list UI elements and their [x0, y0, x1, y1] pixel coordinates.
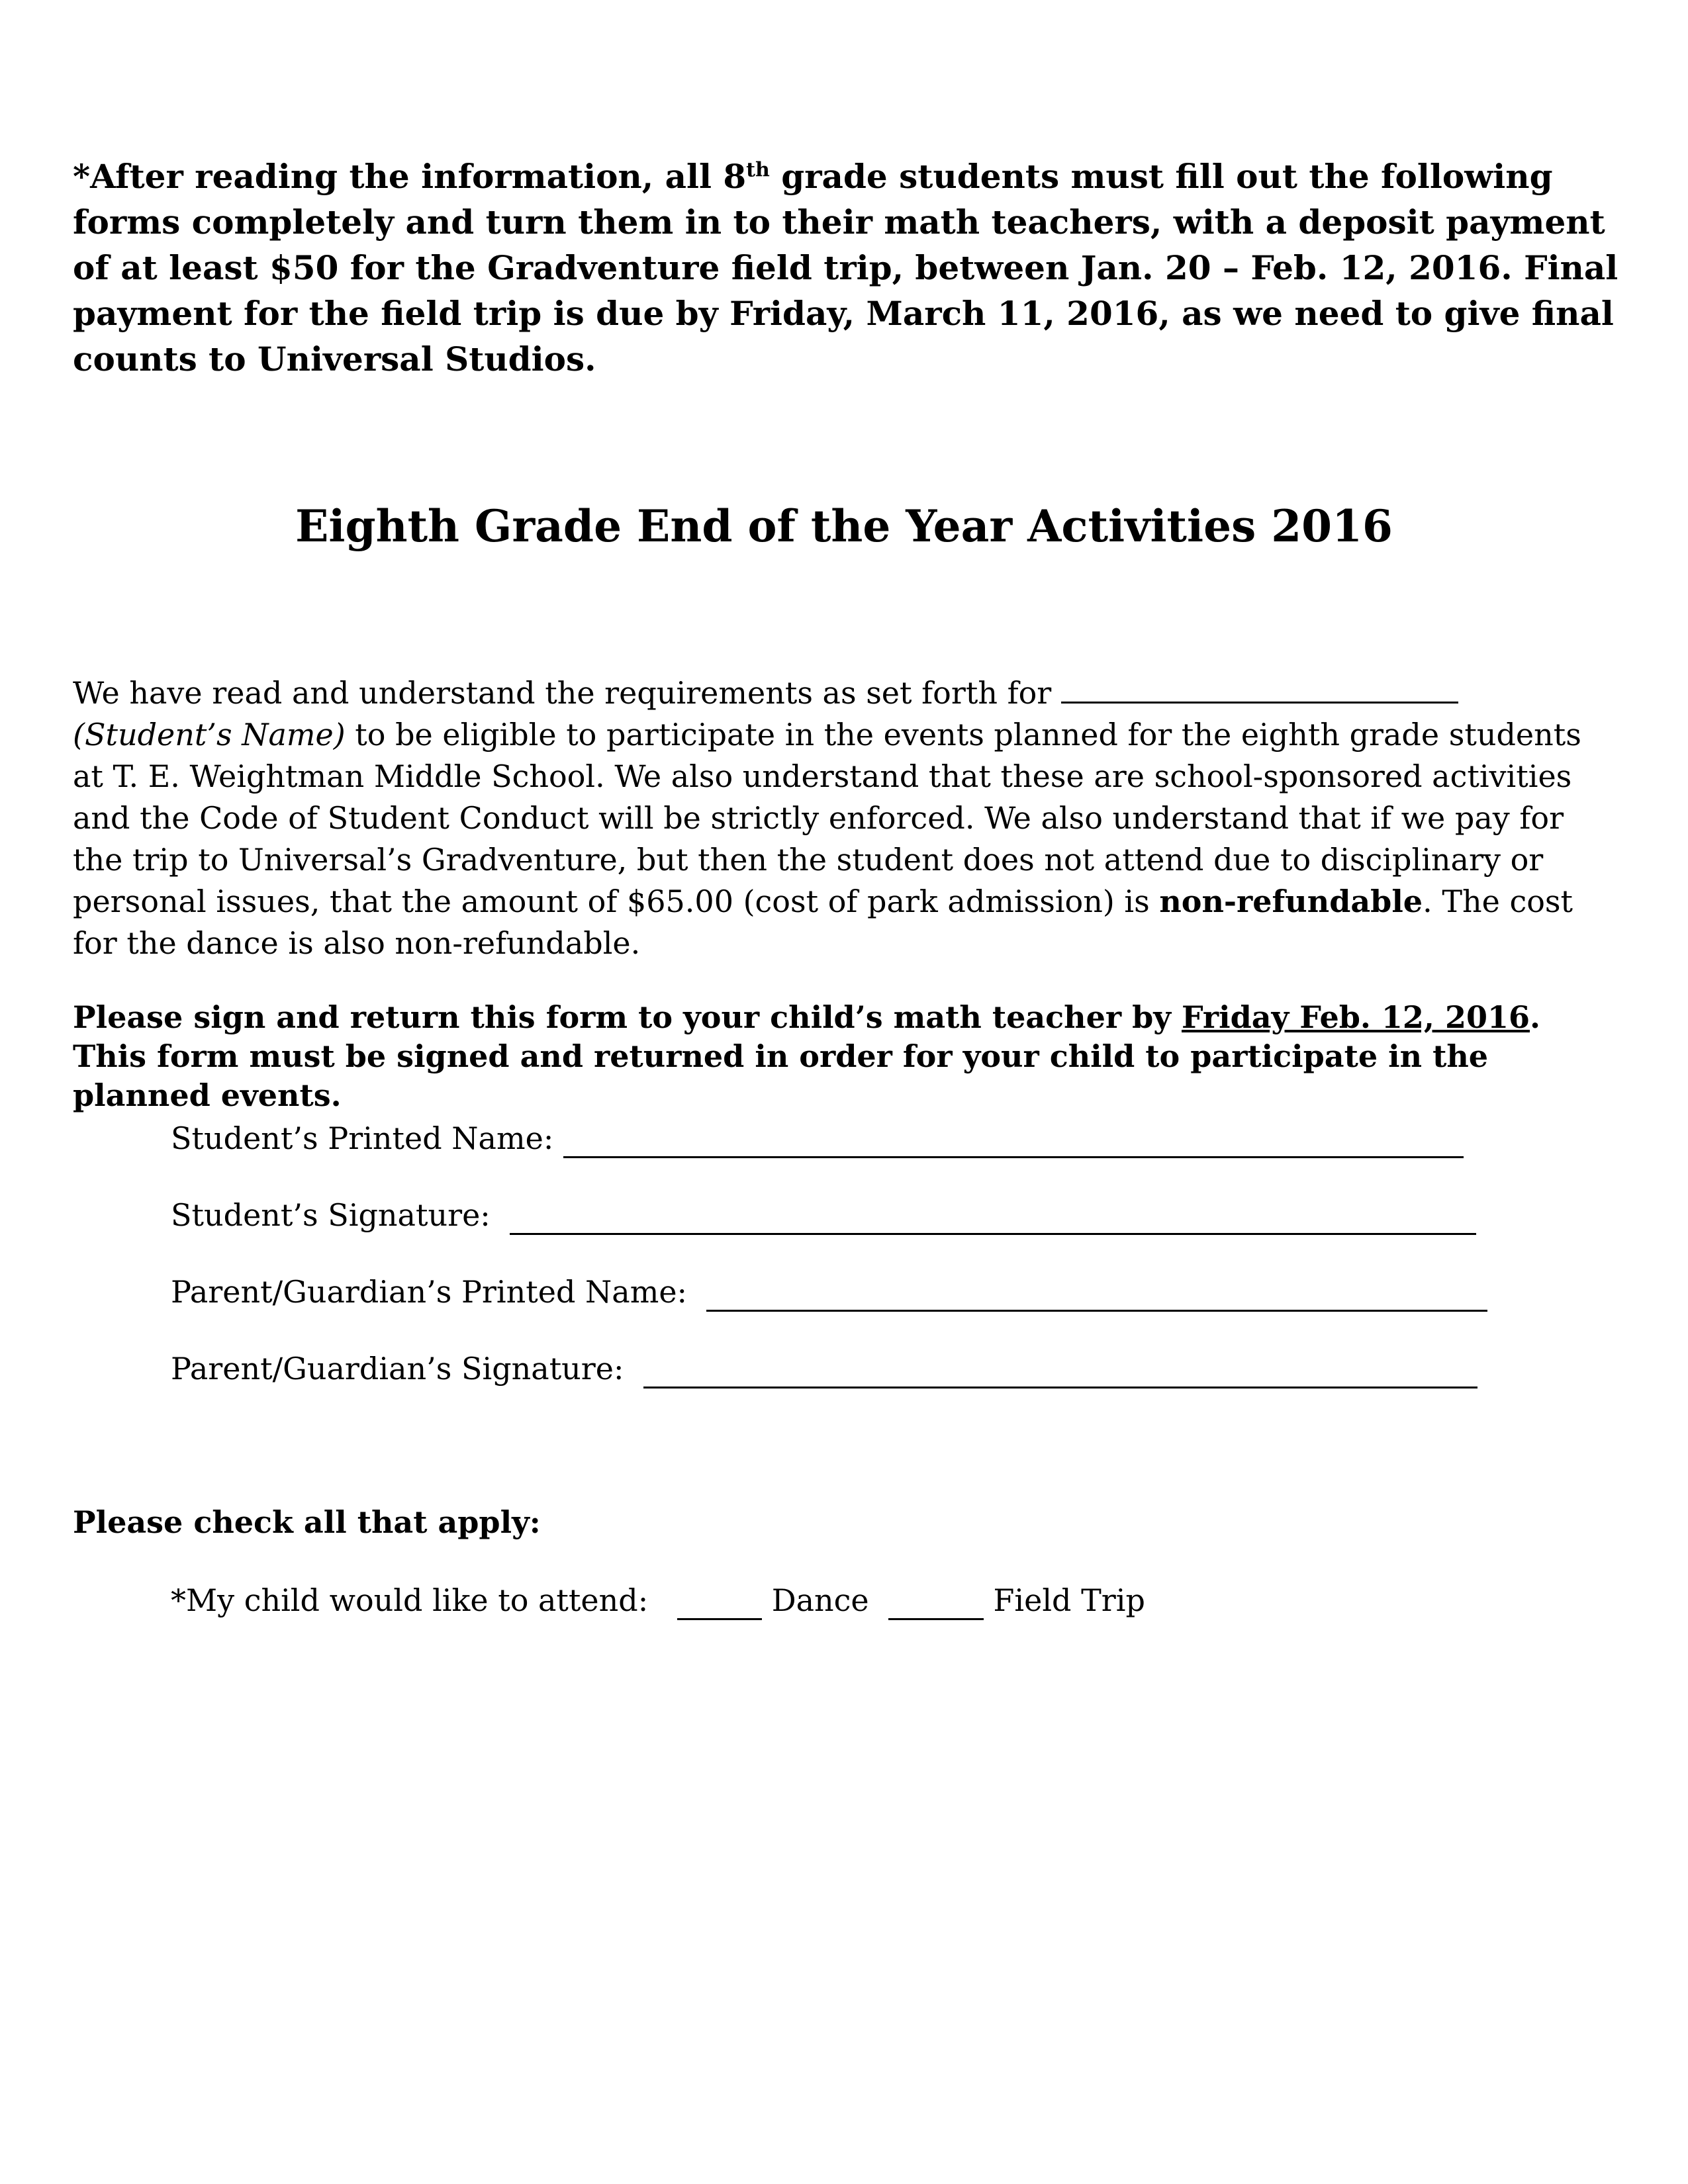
student-name-blank[interactable]: [1061, 675, 1458, 704]
non-refundable-term: non-refundable: [1159, 884, 1423, 919]
deposit-notice: [73, 154, 1622, 382]
field-trip-check-blank[interactable]: [888, 1589, 984, 1620]
student-signature-field[interactable]: [510, 1204, 1476, 1235]
student-signature-label: Student’s Signature:: [171, 1197, 510, 1233]
parent-printed-name-field[interactable]: [706, 1281, 1487, 1312]
student-printed-name-row: [171, 1118, 1464, 1158]
checklist-heading: Please check all that apply:: [73, 1504, 541, 1540]
parent-printed-name-label: Parent/Guardian’s Printed Name:: [171, 1274, 707, 1310]
agreement-text-start: We have read and understand the requirements as set forth for: [73, 675, 1061, 711]
page-title: Eighth Grade End of the Year Activities 2016: [295, 500, 1393, 552]
parent-signature-field[interactable]: [643, 1357, 1477, 1388]
sign-and-return-note: [73, 998, 1622, 1115]
sign-note-text-start: Please sign and return this form to your child’s math teacher by: [73, 999, 1182, 1035]
attendance-choice-row: [171, 1580, 1145, 1620]
notice-text-end: grade students must fill out the following forms completely and turn them in to their math teachers, with a deposit payment of at least $50 for the Gradventure field trip, between Jan. 20 – Feb. 12, 2016. Final payment for the field trip is due by Friday, March 11, 2016, as we need to give final counts to Universal Studios.: [73, 157, 1618, 379]
parent-signature-label: Parent/Guardian’s Signature:: [171, 1351, 643, 1387]
agreement-text-middle: to be eligible to participate in the events planned for the eighth grade students at T. E. Weightman Middle School. We also understand that these are school-sponsored activities and the Code of Student Conduct will be strictly enforced. We also understand that if we pay for the trip to Universal’s Gradventure, but then the student does not attend due to disciplinary or personal issues, that the amount of $65.00 (cost of park admission) is: [73, 717, 1581, 919]
notice-text-start: *After reading the information, all 8: [73, 157, 747, 196]
parent-printed-name-row: [171, 1272, 1487, 1312]
agreement-text-end: . The cost for the dance is also non-refundable.: [73, 884, 1573, 961]
attendance-prompt: *My child would like to attend:: [171, 1582, 678, 1618]
sign-note-text-end: . This form must be signed and returned in order for your child to participate in the planned events.: [73, 999, 1540, 1113]
dance-option-label: Dance: [762, 1582, 888, 1618]
due-date: Friday Feb. 12, 2016: [1182, 999, 1530, 1035]
dance-check-blank[interactable]: [677, 1589, 762, 1620]
agreement-paragraph: [73, 672, 1615, 964]
parent-signature-row: [171, 1349, 1477, 1388]
student-signature-row: [171, 1195, 1476, 1235]
student-printed-name-label: Student’s Printed Name:: [171, 1120, 563, 1156]
field-trip-option-label: Field Trip: [983, 1582, 1145, 1618]
student-name-label: (Student’s Name): [73, 717, 346, 752]
notice-ordinal-suffix: th: [746, 158, 770, 182]
student-printed-name-field[interactable]: [563, 1127, 1464, 1158]
